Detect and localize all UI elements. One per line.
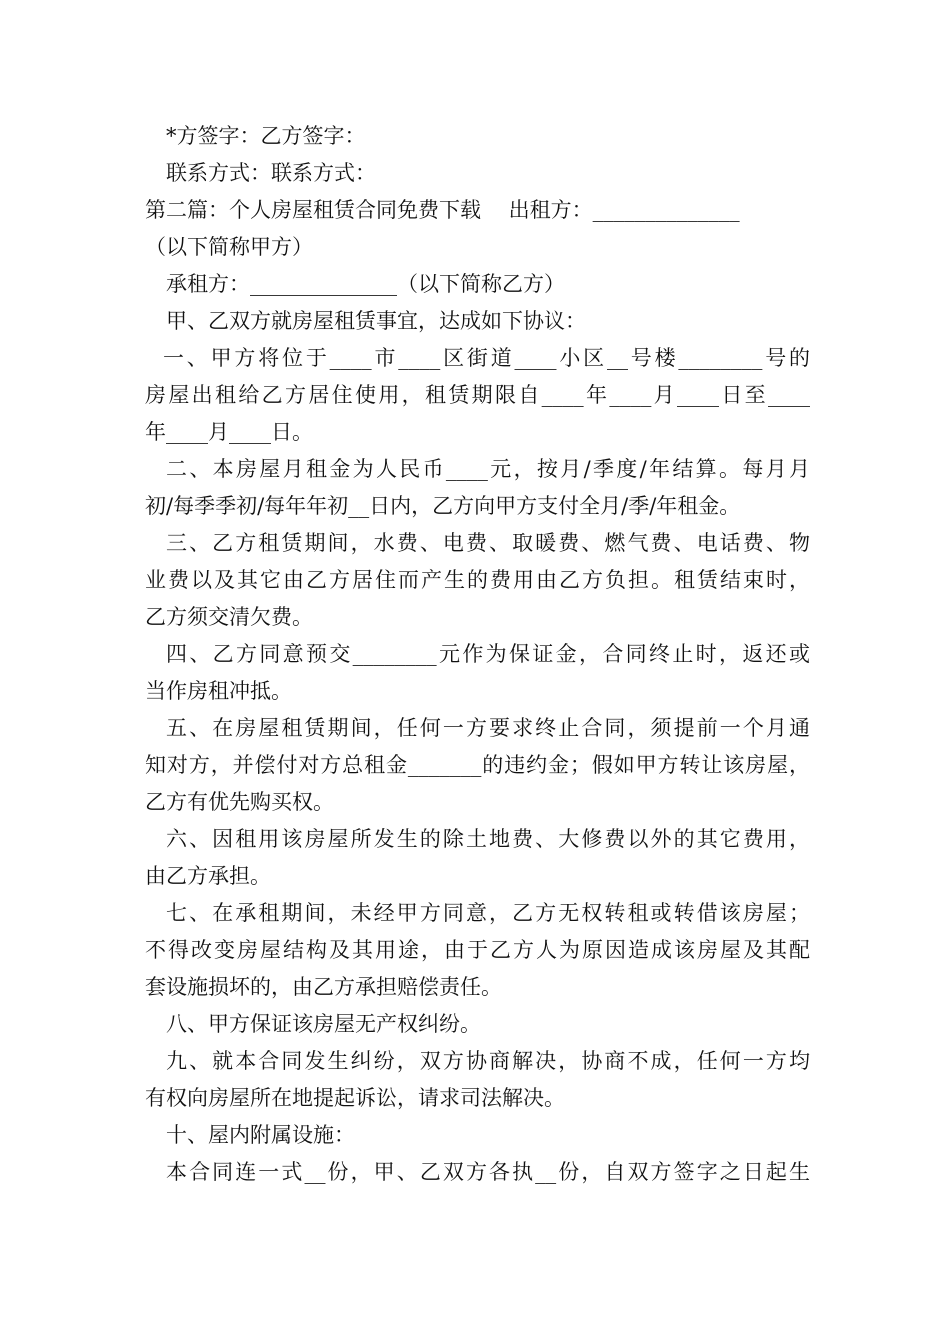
clause-4-line-1: 四、乙方同意预交________元作为保证金，合同终止时，返还或 — [166, 642, 810, 666]
clause-6-line-2: 由乙方承担。 — [145, 864, 271, 888]
clause-1-line-3: 年____月____日。 — [145, 420, 313, 444]
clause-2-line-1: 二、本房屋月租金为人民币____元，按月/季度/年结算。每月月 — [166, 457, 810, 481]
clause-9-line-2: 有权向房屋所在地提起诉讼，请求司法解决。 — [145, 1086, 565, 1110]
section-heading: 第二篇：个人房屋租赁合同免费下载 出租方：______________ — [145, 198, 740, 222]
clause-10-line-1: 十、屋内附属设施： — [166, 1123, 355, 1147]
clause-9-line-1: 九、就本合同发生纠纷，双方协商解决，协商不成，任何一方均 — [166, 1049, 810, 1073]
clause-5-line-2: 知对方，并偿付对方总租金_______的违约金；假如甲方转让该房屋， — [145, 753, 810, 777]
clause-3-line-1: 三、乙方租赁期间，水费、电费、取暖费、燃气费、电话费、物 — [166, 531, 810, 555]
clause-2-line-2: 初/每季季初/每年年初__日内，乙方向甲方支付全月/季/年租金。 — [145, 494, 741, 518]
clause-1-line-1: 一、甲方将位于____市____区街道____小区__号楼________号的 — [163, 346, 810, 370]
clause-1-line-2: 房屋出租给乙方居住使用，租赁期限自____年____月____日至____ — [145, 383, 810, 407]
clause-7-line-1: 七、在承租期间，未经甲方同意，乙方无权转租或转借该房屋； — [166, 901, 810, 925]
clause-7-line-3: 套设施损坏的，由乙方承担赔偿责任。 — [145, 975, 502, 999]
contact-line: 联系方式：联系方式： — [166, 161, 376, 185]
clause-3-line-2: 业费以及其它由乙方居住而产生的费用由乙方负担。租赁结束时， — [145, 568, 810, 592]
document-page — [145, 118, 810, 1191]
clause-3-line-3: 乙方须交清欠费。 — [145, 605, 313, 629]
agreement-intro: 甲、乙双方就房屋租赁事宜，达成如下协议： — [166, 309, 586, 333]
signature-line: *方签字：乙方签字： — [166, 124, 366, 148]
clause-8-line-1: 八、甲方保证该房屋无产权纠纷。 — [166, 1012, 481, 1036]
tenant-line: 承租方：______________（以下简称乙方） — [166, 272, 565, 296]
clause-7-line-2: 不得改变房屋结构及其用途，由于乙方人为原因造成该房屋及其配 — [145, 938, 810, 962]
clause-4-line-2: 当作房租冲抵。 — [145, 679, 292, 703]
closing-line: 本合同连一式__份，甲、乙双方各执__份，自双方签字之日起生 — [166, 1160, 810, 1184]
clause-5-line-1: 五、在房屋租赁期间，任何一方要求终止合同，须提前一个月通 — [166, 716, 810, 740]
party-a-note: （以下简称甲方） — [145, 235, 313, 259]
clause-6-line-1: 六、因租用该房屋所发生的除土地费、大修费以外的其它费用， — [166, 827, 810, 851]
clause-5-line-3: 乙方有优先购买权。 — [145, 790, 334, 814]
